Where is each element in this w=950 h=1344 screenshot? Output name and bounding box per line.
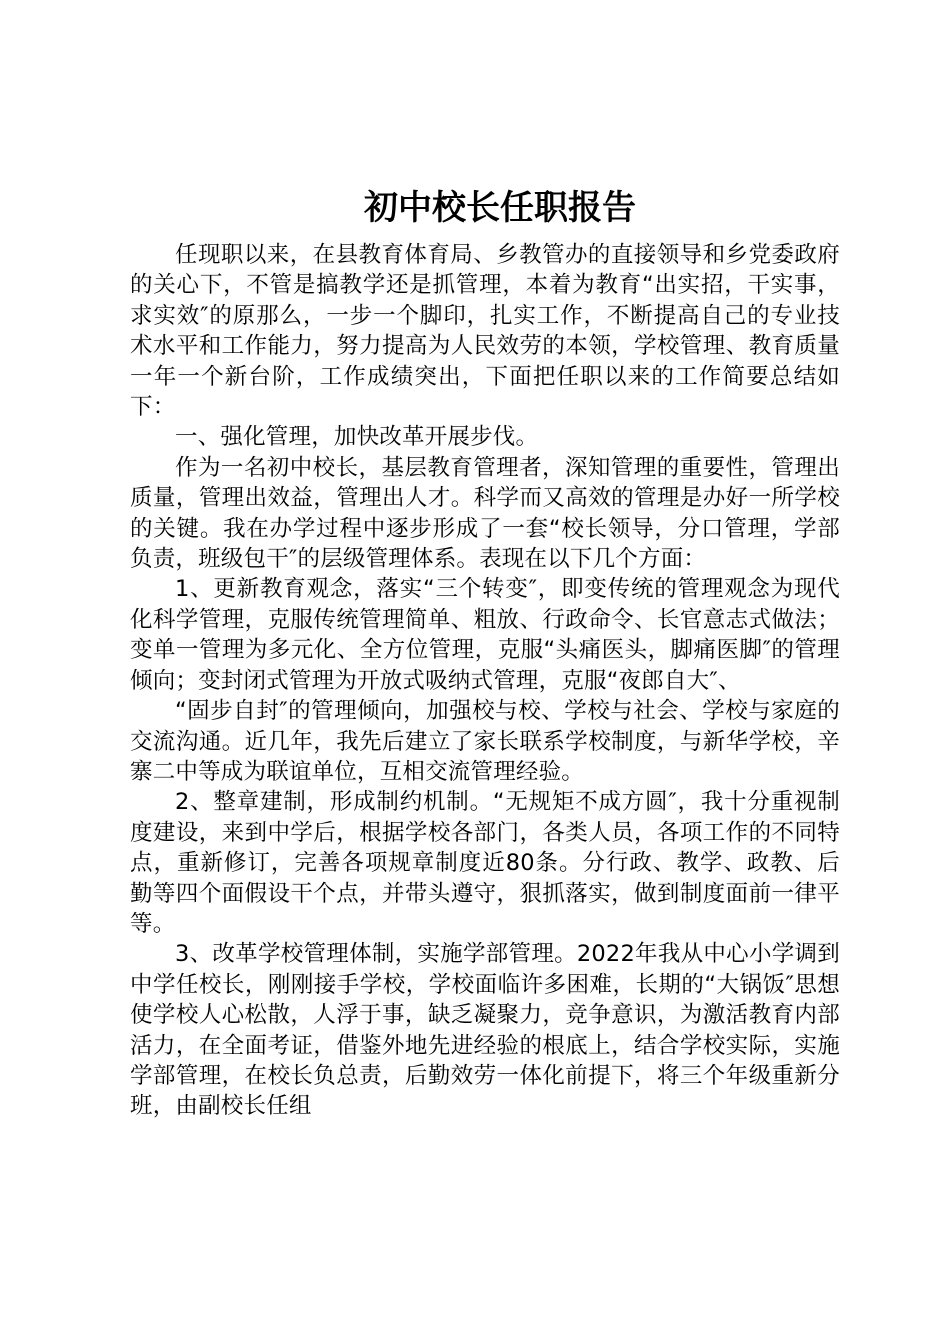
body-paragraph: 作为一名初中校长，基层教育管理者，深知管理的重要性，管理出质量，管理出效益，管理出人才。科学而又高效的管理是办好一所学校的关键。我在办学过程中逐步形成了一套“校长领导，分口管理，学部负责，班级包干″的层级管理体系。表现在以下几个方面： (130, 454, 840, 573)
document-title: 初中校长任职报告 (364, 188, 636, 228)
document-page (130, 180, 840, 1122)
body-paragraph: 3、改革学校管理体制，实施学部管理。2022年我从中心小学调到中学任校长，刚刚接手学校，学校面临许多困难，长期的“大锅饭″思想使学校人心松散，人浮于事，缺乏凝聚力，竞争意识，为激活教育内部活力，在全面考证，借鉴外地先进经验的根底上，结合学校实际，实施学部管理，在校长负总责，后勤效劳一体化前提下，将三个年级重新分班，由副校长任组 (130, 941, 840, 1120)
section-heading-1: 一、强化管理，加快改革开展步伐。 (175, 424, 539, 451)
body-paragraph: 1、更新教育观念，落实“三个转变″，即变传统的管理观念为现代化科学管理，克服传统管理简单、粗放、行政命令、长官意志式做法；变单一管理为多元化、全方位管理，克服“头痛医头，脚痛医脚″的管理倾向；变封闭式管理为开放式吸纳式管理，克服“夜郎自大″、 (130, 576, 840, 694)
body-paragraph: “固步自封″的管理倾向，加强校与校、学校与社会、学校与家庭的交流沟通。近几年，我先后建立了家长联系学校制度，与新华学校，辛寨二中等成为联谊单位，互相交流管理经验。 (130, 698, 840, 785)
body-paragraph: 2、整章建制，形成制约机制。“无规矩不成方圆″，我十分重视制度建设，来到中学后，根据学校各部门，各类人员，各项工作的不同特点，重新修订，完善各项规章制度近80条。分行政、教学、政教、后勤等四个面假设干个点，并带头遵守，狠抓落实，做到制度面前一律平等。 (130, 789, 840, 937)
intro-paragraph: 任现职以来，在县教育体育局、乡教管办的直接领导和乡党委政府的关心下，不管是搞教学还是抓管理，本着为教育“出实招，干实事，求实效″的原那么，一步一个脚印，扎实工作，不断提高自己的专业技术水平和工作能力，努力提高为人民效劳的本领，学校管理、教育质量一年一个新台阶，工作成绩突出，下面把任职以来的工作简要总结如下： (130, 242, 840, 421)
